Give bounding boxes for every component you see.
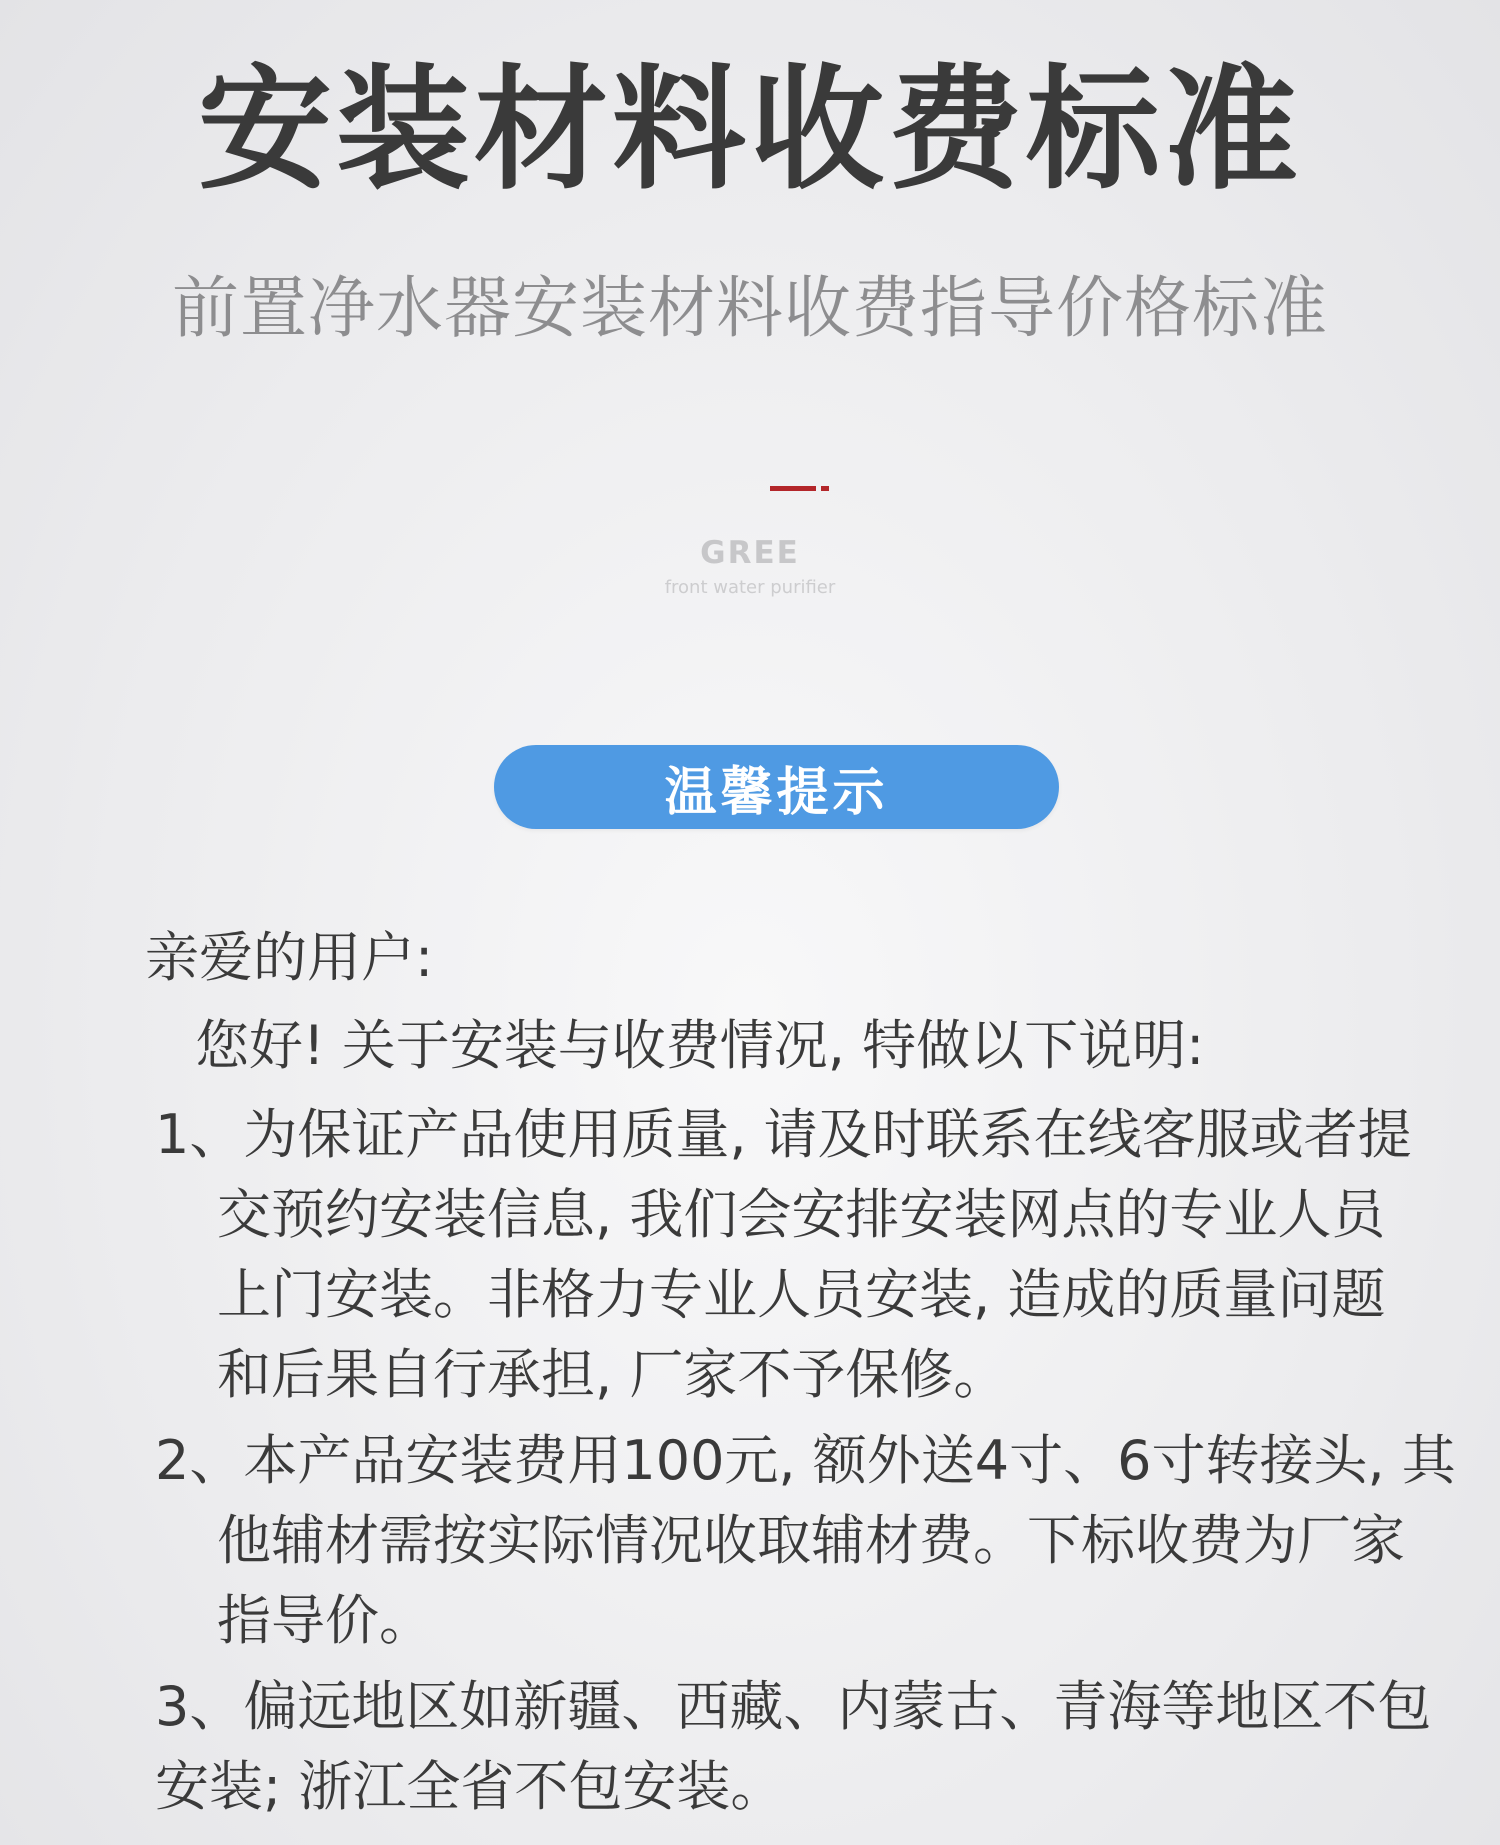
intro-line: 您好! 关于安装与收费情况, 特做以下说明: <box>195 1014 1205 1077</box>
page-subtitle: 前置净水器安装材料收费指导价格标准 <box>172 269 1328 347</box>
page-title: 安装材料收费标准 <box>197 52 1302 208</box>
item-2-line-3: 指导价。 <box>217 1589 433 1652</box>
item-1-line-3: 上门安装。非格力专业人员安装, 造成的质量问题 <box>217 1263 1386 1326</box>
brand-name: GREE <box>700 535 800 571</box>
brand-mark-bar-long <box>770 486 816 491</box>
item-1-line-1: 1、为保证产品使用质量, 请及时联系在线客服或者提 <box>155 1103 1412 1166</box>
item-2-line-2: 他辅材需按实际情况收取辅材费。下标收费为厂家 <box>217 1509 1405 1572</box>
tip-badge <box>494 745 1059 829</box>
item-1-line-4: 和后果自行承担, 厂家不予保修。 <box>217 1343 1008 1406</box>
brand-tagline: front water purifier <box>664 577 836 598</box>
brand-mark-icon <box>770 480 830 496</box>
brand-mark-bar-short <box>821 486 829 491</box>
item-1-line-2: 交预约安装信息, 我们会安排安装网点的专业人员 <box>217 1183 1386 1246</box>
greeting-line: 亲爱的用户: <box>145 926 434 989</box>
item-3-line-2: 安装; 浙江全省不包安装。 <box>155 1755 785 1818</box>
tip-badge-label: 温馨提示 <box>664 762 889 823</box>
item-2-line-1: 2、本产品安装费用100元, 额外送4寸、6寸转接头, 其 <box>155 1429 1456 1492</box>
item-3-line-1: 3、偏远地区如新疆、西藏、内蒙古、青海等地区不包 <box>155 1675 1432 1738</box>
